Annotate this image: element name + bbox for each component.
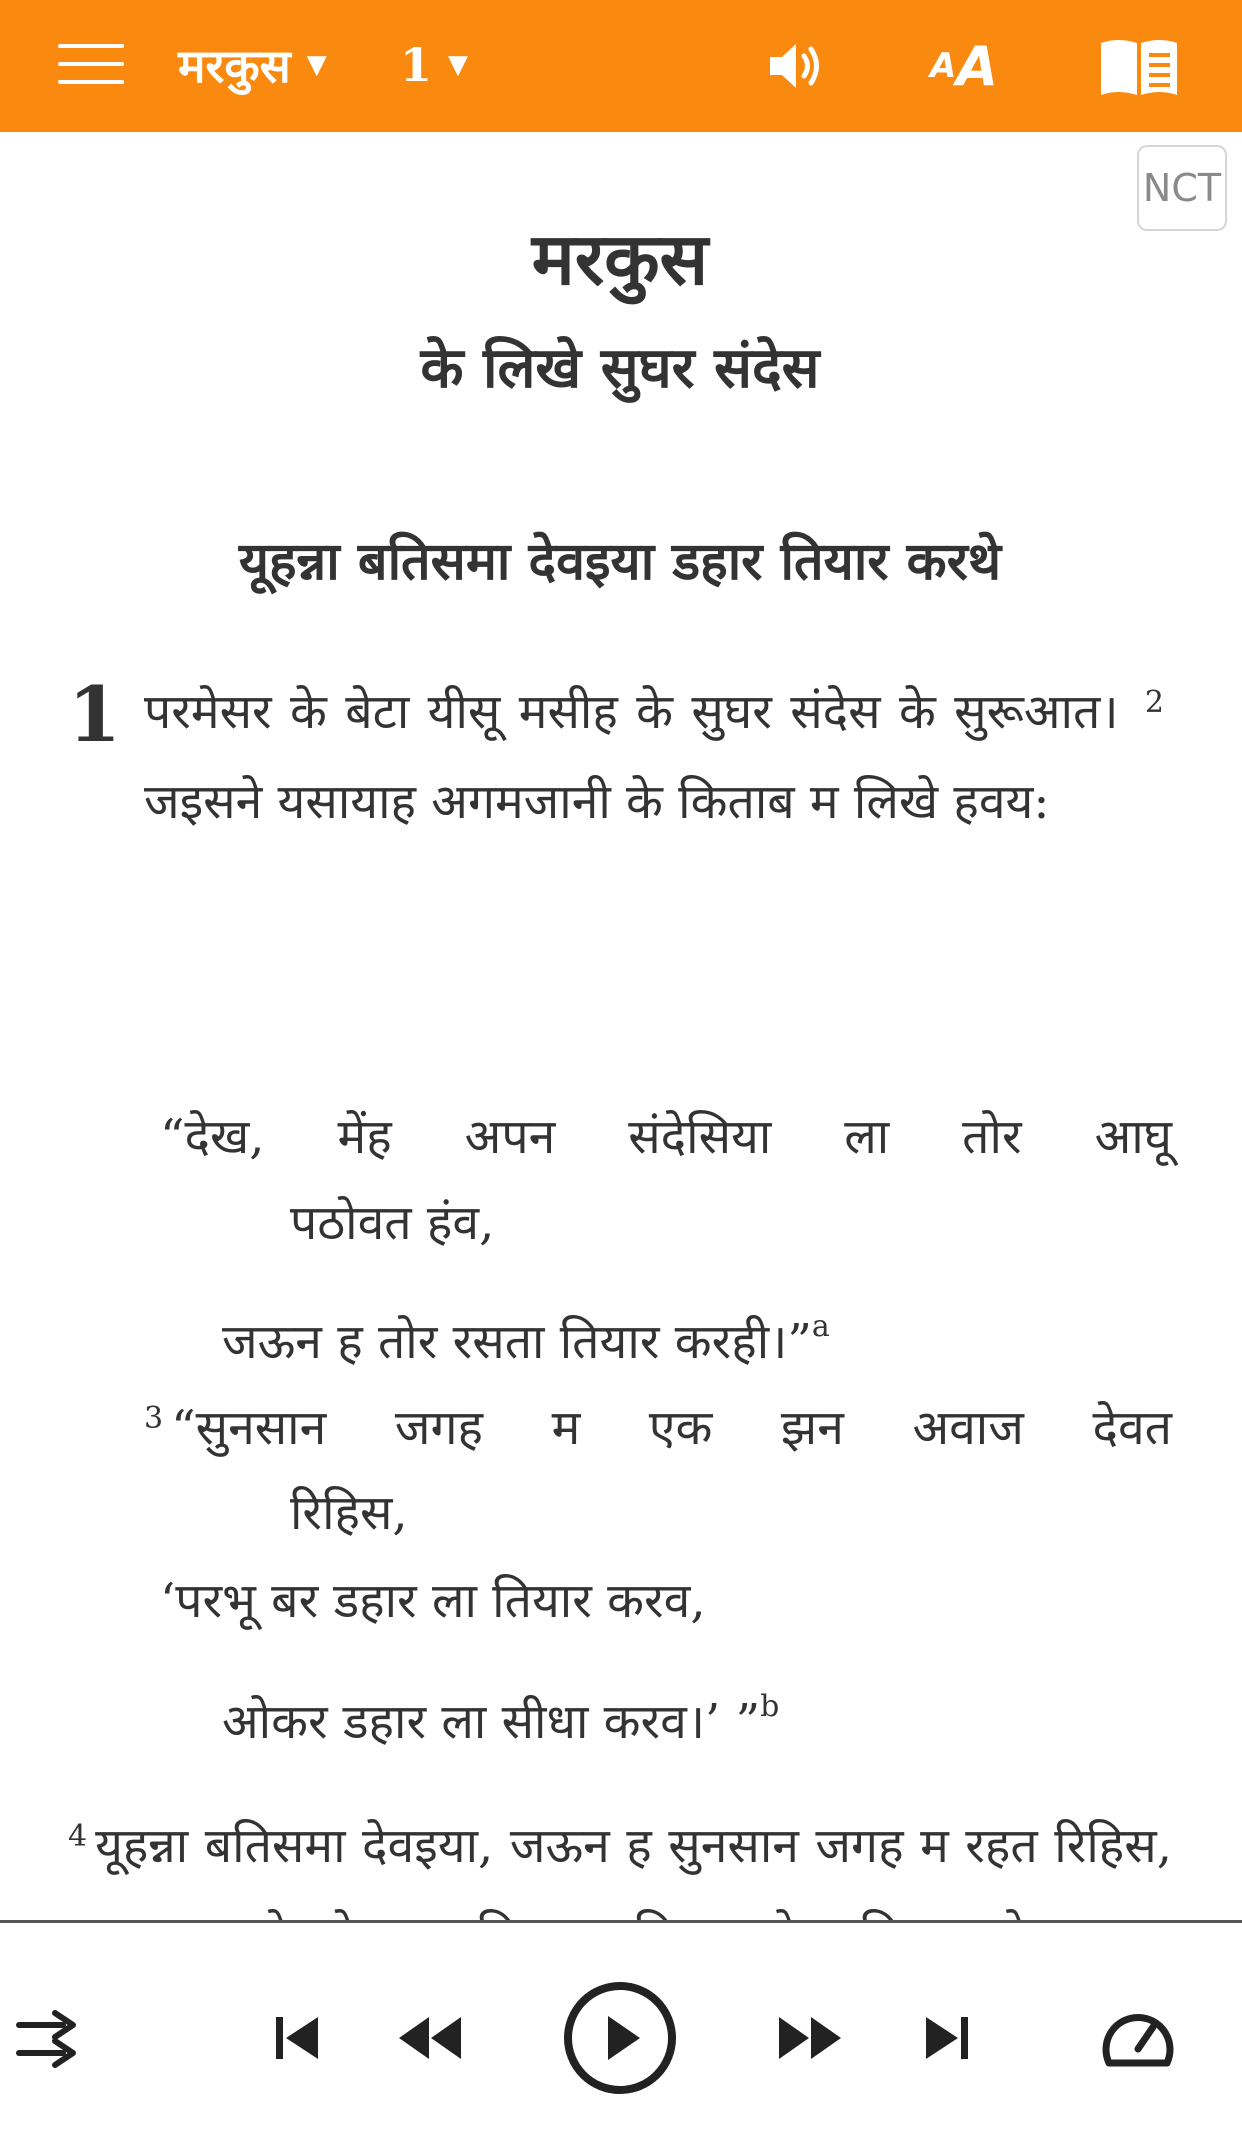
font-size-big-glyph: A xyxy=(956,34,999,98)
poetry-text: ओकर डहार ला सीधा करव।’ ” xyxy=(222,1694,761,1750)
book-subtitle: के लिखे सुघर संदेस xyxy=(420,335,820,401)
poetry-line xyxy=(136,1374,1172,1473)
top-app-bar xyxy=(0,0,1242,132)
version-badge[interactable]: NCT xyxy=(1137,145,1227,231)
poetry-line: पठोवत हंव, xyxy=(290,1195,495,1251)
audio-player-bar xyxy=(0,1920,1242,2151)
poetry-line xyxy=(222,1662,779,1767)
fast-forward-icon[interactable] xyxy=(770,1978,850,2098)
scripture-content xyxy=(68,132,1172,1922)
verse-number: 4 xyxy=(68,1819,88,1854)
poetry-line xyxy=(222,1282,830,1387)
verse-number: 3 xyxy=(144,1401,164,1436)
speaker-icon[interactable] xyxy=(760,28,830,104)
chapter-selector[interactable] xyxy=(400,30,468,100)
font-size-icon[interactable] xyxy=(924,28,1004,104)
speed-icon[interactable] xyxy=(1098,1978,1178,2098)
footnote-marker[interactable]: a xyxy=(811,1309,830,1344)
book-selector-label: मरकुस xyxy=(178,39,291,93)
book-icon[interactable] xyxy=(1094,28,1184,104)
verse-text: यूहन्ना बतिसमा देवइया, जऊन ह सुनसान जगह म रहत रिहिस, xyxy=(95,1818,1172,1874)
footnote-marker[interactable]: b xyxy=(760,1689,780,1724)
rewind-icon[interactable] xyxy=(390,1978,470,2098)
verse-paragraph xyxy=(68,658,1172,847)
book-title: मरकुस xyxy=(531,216,709,301)
menu-icon[interactable] xyxy=(58,40,128,90)
poetry-line: “देख, मेंह अपन संदेसिया ला तोर आघू xyxy=(160,1109,1172,1165)
chevron-down-icon: ▼ xyxy=(448,50,469,80)
poetry-text: जऊन ह तोर रसता तियार करही।” xyxy=(222,1314,812,1370)
play-icon[interactable] xyxy=(560,1978,680,2098)
font-size-small-glyph: A xyxy=(929,46,957,86)
skip-to-end-icon[interactable] xyxy=(912,1978,982,2098)
poetry-line: ‘परभू बर डहार ला तियार करव, xyxy=(160,1573,706,1629)
chapter-selector-label: 1 xyxy=(400,38,433,92)
verse-text: जइसने यसायाह अगमजानी के किताब म लिखे हवय: xyxy=(144,774,1050,830)
verse-text: परमेसर के बेटा यीसू मसीह के सुघर संदेस के सुरूआत। xyxy=(144,684,1119,740)
poetry-line: रिहिस, xyxy=(290,1485,408,1541)
verse-number: 2 xyxy=(1144,685,1164,720)
skip-to-start-icon[interactable] xyxy=(262,1978,332,2098)
book-selector[interactable] xyxy=(178,30,327,100)
chevron-down-icon: ▼ xyxy=(306,50,327,80)
section-heading: यूहन्ना बतिसमा देवइया डहार तियार करथे xyxy=(238,531,1002,592)
chapter-number: 1 xyxy=(68,670,121,759)
poetry-text: “सुनसान जगह म एक झन अवाज देवत xyxy=(171,1400,1172,1456)
shuffle-icon[interactable] xyxy=(8,1978,88,2098)
